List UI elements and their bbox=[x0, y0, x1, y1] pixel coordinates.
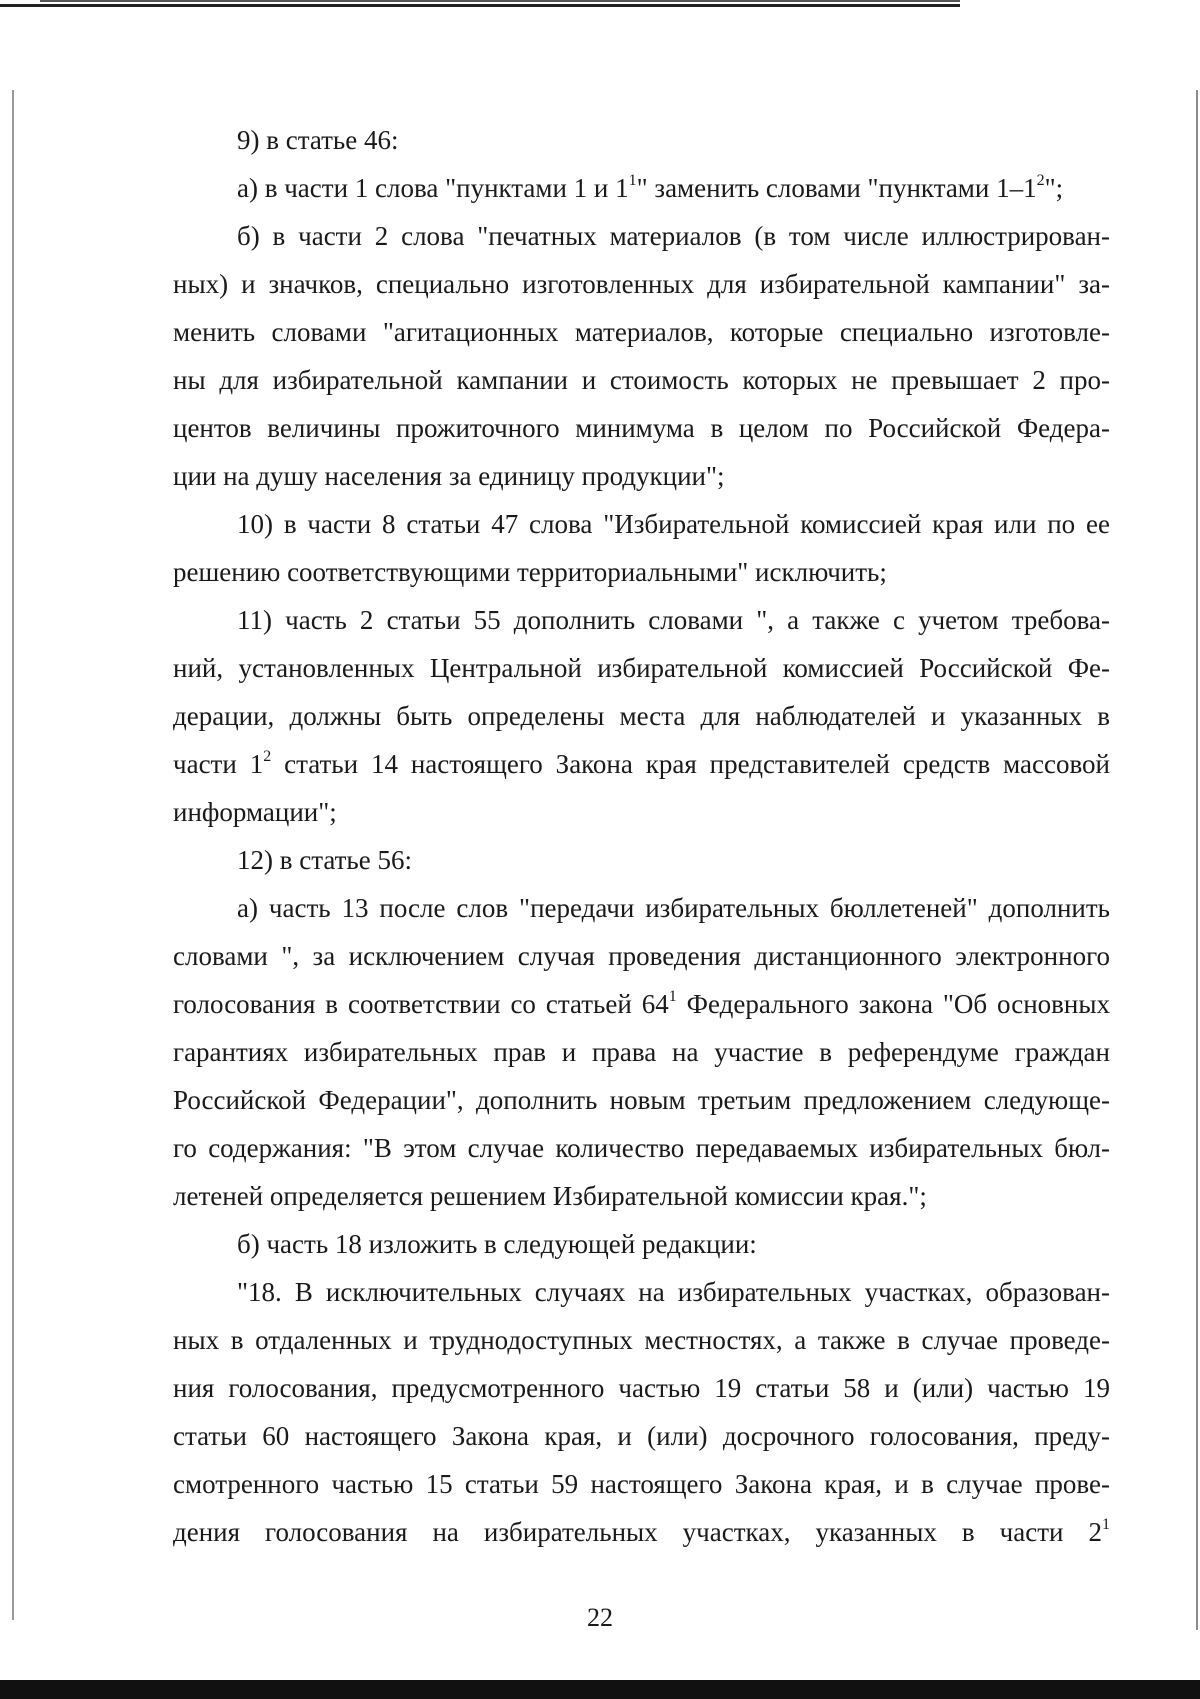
text-run: а) в части 1 слова "пунктами 1 и 1 bbox=[237, 173, 629, 203]
text-run: " заменить словами "пунктами 1–1 bbox=[636, 173, 1037, 203]
text-line: ных в отдаленных и труднодоступных местностях, а также в случае проведе- bbox=[173, 1325, 1110, 1355]
text-line bbox=[173, 740, 1110, 788]
item-9a bbox=[173, 164, 1110, 212]
text-line bbox=[173, 980, 1110, 1028]
scan-artifact-right-edge bbox=[1196, 90, 1198, 1630]
text-run: дения голосования на избирательных участках, указанных в части 2 bbox=[173, 1517, 1102, 1547]
text-run: голосования в соответствии со статьей 64 bbox=[173, 989, 669, 1019]
text-line: ции на душу населения за единицу продукции"; bbox=[173, 461, 725, 491]
text-line: б) часть 18 изложить в следующей редакции: bbox=[237, 1229, 757, 1259]
item-9-heading bbox=[173, 116, 1110, 164]
text-line: го содержания: "В этом случае количество передаваемых избирательных бюл- bbox=[173, 1133, 1110, 1163]
text-line: ния голосования, предусмотренного частью 19 статьи 58 и (или) частью 19 bbox=[173, 1373, 1110, 1403]
text-run: "; bbox=[1044, 173, 1064, 203]
scan-artifact-top-line bbox=[40, 0, 960, 2]
text-line: ных) и значков, специально изготовленных для избирательной кампании" за- bbox=[173, 269, 1110, 299]
text-line: дерации, должны быть определены места для наблюдателей и указанных в bbox=[173, 701, 1110, 731]
page-number: 22 bbox=[587, 1603, 613, 1632]
superscript: 2 bbox=[1036, 172, 1045, 189]
text-line bbox=[173, 164, 1110, 212]
text-line: 11) часть 2 статьи 55 дополнить словами ", а также с учетом требова- bbox=[237, 605, 1110, 635]
text-run: статьи 14 настоящего Закона края представителей средств массовой bbox=[271, 749, 1110, 779]
text-run: Федерального закона "Об основных bbox=[676, 989, 1110, 1019]
text-line: ны для избирательной кампании и стоимость которых не превышает 2 про- bbox=[173, 365, 1110, 395]
text-line: а) часть 13 после слов "передачи избирательных бюллетеней" дополнить bbox=[237, 893, 1110, 923]
superscript: 1 bbox=[628, 172, 637, 189]
text-line: смотренного частью 15 статьи 59 настоящего Закона края, и в случае прове- bbox=[173, 1469, 1110, 1499]
text-line: "18. В исключительных случаях на избирательных участках, образован- bbox=[237, 1277, 1110, 1307]
superscript: 1 bbox=[1102, 1516, 1110, 1533]
text-line: 12) в статье 56: bbox=[237, 845, 412, 875]
text-line: менить словами "агитационных материалов, которые специально изготовле- bbox=[173, 317, 1110, 347]
scan-artifact-top-border bbox=[0, 4, 960, 7]
quoted-part-18 bbox=[173, 1268, 1110, 1556]
item-10 bbox=[173, 500, 1110, 596]
item-12-heading bbox=[173, 836, 1110, 884]
text-line: ний, установленных Центральной избирательной комиссией Российской Фе- bbox=[173, 653, 1110, 683]
text-line: словами ", за исключением случая проведения дистанционного электронного bbox=[173, 941, 1110, 971]
text-line: Российской Федерации", дополнить новым третьим предложением следующе- bbox=[173, 1085, 1110, 1115]
text-line: решению соответствующими территориальными" исключить; bbox=[173, 557, 887, 587]
text-line: статьи 60 настоящего Закона края, и (или) досрочного голосования, преду- bbox=[173, 1421, 1110, 1451]
superscript: 2 bbox=[263, 748, 272, 765]
item-12b bbox=[173, 1220, 1110, 1268]
scan-artifact-bottom-border bbox=[0, 1680, 1200, 1699]
text-line bbox=[173, 1508, 1110, 1556]
scan-artifact-left-edge bbox=[12, 90, 14, 1620]
superscript: 1 bbox=[668, 988, 677, 1005]
item-9b bbox=[173, 212, 1110, 500]
text-line: 10) в части 8 статьи 47 слова "Избирательной комиссией края или по ее bbox=[237, 509, 1110, 539]
document-body bbox=[173, 116, 1110, 1556]
text-line: центов величины прожиточного минимума в целом по Российской Федера- bbox=[173, 413, 1110, 443]
text-line: информации"; bbox=[173, 797, 337, 827]
item-11 bbox=[173, 596, 1110, 836]
text-line: 9) в статье 46: bbox=[237, 125, 399, 155]
text-line: гарантиях избирательных прав и права на участие в референдуме граждан bbox=[173, 1037, 1110, 1067]
text-line: летеней определяется решением Избирательной комиссии края."; bbox=[173, 1181, 927, 1211]
text-run: части 1 bbox=[173, 749, 264, 779]
text-line: б) в части 2 слова "печатных материалов (в том числе иллюстрирован- bbox=[237, 221, 1110, 251]
item-12a bbox=[173, 884, 1110, 1220]
